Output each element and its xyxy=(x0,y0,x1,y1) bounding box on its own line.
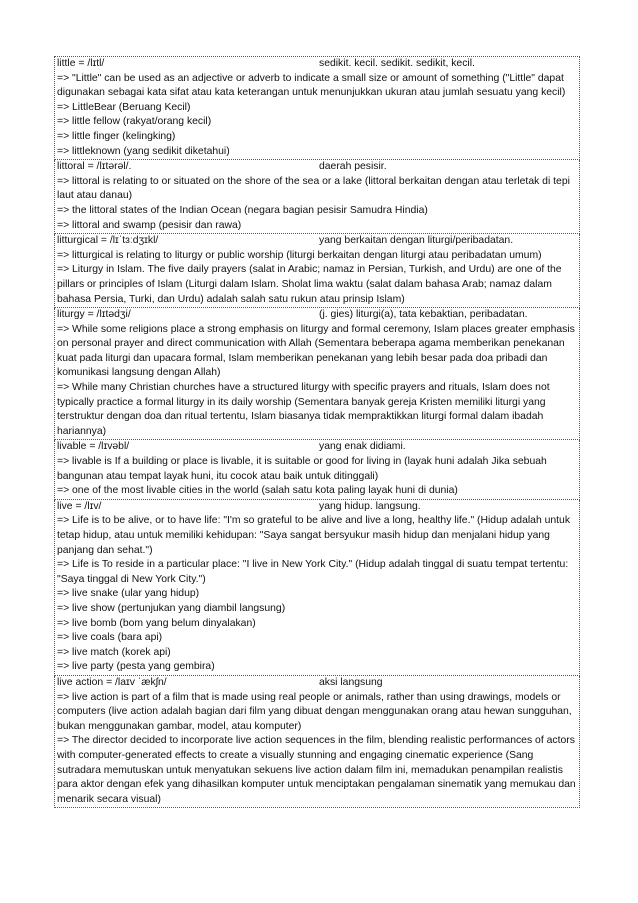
entry-example-line: => LittleBear (Beruang Kecil) xyxy=(57,101,191,113)
entry-example-line: => live coals (bara api) xyxy=(57,632,163,644)
entry-headword: litturgical = /lɪˈtɜːdʒɪkl/ xyxy=(57,235,159,247)
entry-headline xyxy=(57,500,577,515)
dictionary-entry xyxy=(54,308,580,440)
dictionary-entry xyxy=(54,676,580,808)
entry-example-line: => live match (korek api) xyxy=(57,646,171,658)
entry-example-line: => live party (pesta yang gembira) xyxy=(57,661,215,673)
entry-meaning: yang berkaitan dengan liturgi/peribadatan. xyxy=(319,235,514,247)
entry-example-line: => live snake (ular yang hidup) xyxy=(57,588,200,600)
dictionary-sheet xyxy=(54,56,580,808)
entry-headline xyxy=(57,676,577,691)
entry-example-line: => littleknown (yang sedikit diketahui) xyxy=(57,145,230,157)
entry-example-line: => little finger (kelingking) xyxy=(57,130,176,142)
entry-example-line: => littoral and swamp (pesisir dan rawa) xyxy=(57,219,242,231)
dictionary-entry xyxy=(54,160,580,234)
entry-example-line: => "Little" can be used as an adjective or adverb to indicate a small size or amount of something ("Little" dapat digunakan sebagai kata sifat atau kata keterangan untuk menunjukkan ukuran atau jumlah sesuatu yang kecil) xyxy=(57,72,566,99)
entry-headline xyxy=(57,308,577,323)
entry-meaning: (j. gies) liturgi(a), tata kebaktian, peribadatan. xyxy=(319,309,528,321)
entry-example-line: => the littoral states of the Indian Ocean (negara bagian pesisir Samudra Hindia) xyxy=(57,204,428,216)
entry-meaning: yang hidup. langsung. xyxy=(319,500,421,512)
entry-example-line: => little fellow (rakyat/orang kecil) xyxy=(57,116,212,128)
entry-headword: little = /lɪtl/ xyxy=(57,58,105,69)
entry-example-line: => live show (pertunjukan yang diambil langsung) xyxy=(57,602,286,614)
entry-example-line: => Liturgy in Islam. The five daily prayers (salat in Arabic; namaz in Persian, Turkish, and Urdu) are one of the pillars or principles of Islam (Liturgi dalam Islam. Sholat lima waktu (salat dalam bahasa Arab; namaz dalam bahasa Persia, Turki, dan Urdu) adalah salah satu rukun atau prinsip Islam) xyxy=(57,264,562,305)
entry-example-line: => While some religions place a strong emphasis on liturgy and formal ceremony, Islam places greater emphasis on personal prayer and direct communication with Allah (Sementara beberapa agama memberikan penekanan kuat pada liturgi dan upacara formal, Islam memberikan penekanan yang lebih besar pada doa pribadi dan komunikasi langsung dengan Allah) xyxy=(57,323,575,379)
entry-example-line: => Life is to be alive, or to have life: "I'm so grateful to be alive and live a long, healthy life." (Hidup adalah untuk tetap hidup, atau untuk memiliki kehidupan: "Saya sangat bersyukur masih hidup dan menjalani hidup yang panjang dan sehat.") xyxy=(57,515,571,556)
entry-headword: live action = /laɪv ˈækʃn/ xyxy=(57,676,167,688)
entry-meaning: aksi langsung xyxy=(319,676,383,688)
entry-example-line: => live bomb (bom yang belum dinyalakan) xyxy=(57,617,256,629)
entry-headline xyxy=(57,57,577,72)
entry-headword: liturgy = /lɪtədʒi/ xyxy=(57,309,131,321)
dictionary-entry xyxy=(54,440,580,499)
entry-headword: live = /lɪv/ xyxy=(57,500,102,512)
entry-headword: littoral = /lɪtərəl/. xyxy=(57,161,132,173)
entry-headline xyxy=(57,234,577,249)
entry-example-line: => littoral is relating to or situated on the shore of the sea or a lake (littoral berkaitan dengan atau terletak di tepi laut atau danau) xyxy=(57,175,570,202)
entry-example-line: => The director decided to incorporate live action sequences in the film, blending realistic performances of actors with computer-generated effects to create a visually stunning and engaging cinematic experience (Sang sutradara memutuskan untuk menyatukan sekuens live action dalam film ini, memadukan penampilan realistis para aktor dengan efek yang dihasilkan komputer untuk menciptakan pengalaman sinematik yang memukau dan menarik secara visual) xyxy=(57,735,576,805)
entry-example-line: => one of the most livable cities in the world (salah satu kota paling layak huni di dunia) xyxy=(57,485,458,497)
entry-example-line: => While many Christian churches have a structured liturgy with specific prayers and rituals, Islam does not typically practice a formal liturgy in its daily worship (Sementara banyak gereja Kristen memiliki liturgi yang terstruktur dengan doa dan ritual tertentu, Islam biasanya tidak mempraktikkan liturgi formal dalam ibadah hariannya) xyxy=(57,382,550,437)
entry-example-line: => live action is part of a film that is made using real people or animals, rather than using drawings, models or computers (live action adalah bagian dari film yang dibuat dengan menggunakan orang atau hewan sungguhan, bukan menggunakan gambar, model, atau komputer) xyxy=(57,691,572,732)
entry-meaning: daerah pesisir. xyxy=(319,161,387,173)
entry-meaning: yang enak didiami. xyxy=(319,441,406,453)
dictionary-entry xyxy=(54,500,580,676)
dictionary-entry xyxy=(54,234,580,308)
dictionary-entry xyxy=(54,57,580,160)
entry-example-line: => Life is To reside in a particular place: "I live in New York City." (Hidup adalah tinggal di suatu tempat tertentu: "Saya tinggal di New York City.") xyxy=(57,559,569,585)
entry-example-line: => livable is If a building or place is livable, it is suitable or good for living in (layak huni adalah Jika sebuah bangunan atau tempat layak huni, itu cocok atau baik untuk ditinggali) xyxy=(57,456,547,482)
entry-headline xyxy=(57,160,577,175)
entry-headline xyxy=(57,440,577,455)
entry-headword: livable = /lɪvəbl/ xyxy=(57,441,130,453)
entry-example-line: => litturgical is relating to liturgy or public worship (liturgi berkaitan dengan liturgi atau peribadatan umum) xyxy=(57,249,542,261)
entry-meaning: sedikit. kecil. sedikit. sedikit, kecil. xyxy=(319,58,475,69)
